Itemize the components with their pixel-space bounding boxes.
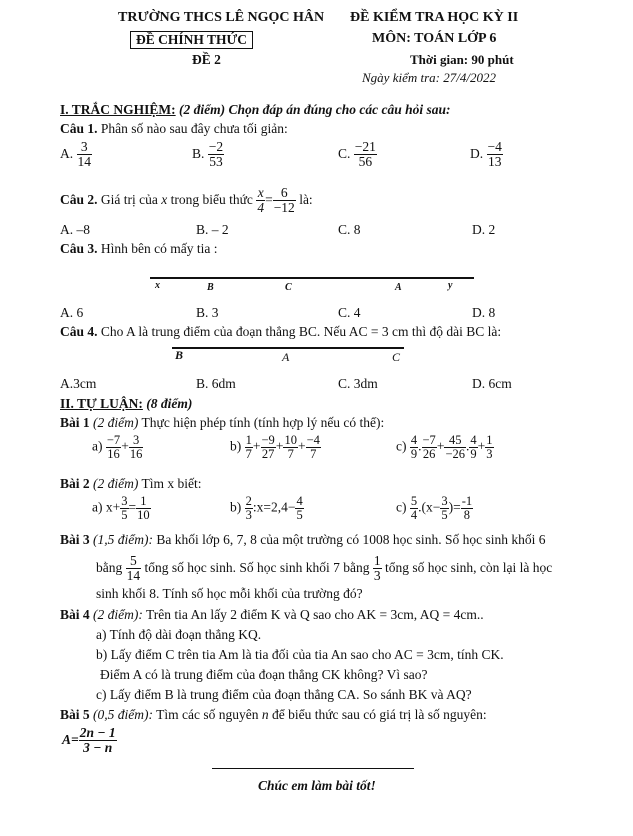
- bai2-a: a) x+ $\frac{3}{5}$ = $\frac{1}{10}$: [92, 494, 150, 523]
- q4-label: Câu 4.: [60, 324, 98, 339]
- subject: MÔN: TOÁN LỚP 6: [372, 31, 497, 46]
- bai4-points: (2 điểm):: [93, 607, 143, 622]
- footer-text: Chúc em làm bài tốt!: [258, 778, 376, 793]
- q4-point-b: B: [175, 348, 184, 362]
- q3-label: Câu 3.: [60, 241, 98, 256]
- q2-option-b: B. – 2: [196, 222, 229, 237]
- bai3-label: Bài 3: [60, 532, 90, 547]
- q2-pre: Giá trị của: [100, 191, 158, 207]
- bai2-points: (2 điểm): [93, 476, 139, 491]
- bai1-a: a) $\frac{-7}{16}$ + $\frac{3}{16}$: [92, 433, 143, 462]
- bai2-c-label: c): [396, 499, 407, 515]
- q1-option-a: [60, 140, 92, 169]
- q4-option-a: A.3cm: [60, 376, 97, 391]
- q3: [60, 241, 218, 257]
- bai5: [60, 707, 487, 723]
- q2-eq: =: [265, 191, 273, 207]
- q3-option-a: A. 6: [60, 305, 84, 320]
- q1-b-frac: $\frac{-2}{53}$: [208, 139, 224, 170]
- bai1-a-label: a): [92, 438, 103, 454]
- part2-title: II. TỰ LUẬN:: [60, 396, 143, 411]
- bai4-b2: Điểm A có là trung điểm của đoạn thẳng CK không? Vì sao?: [100, 667, 428, 682]
- part1-note: (2 điểm) Chọn đáp án đúng cho các câu hỏi sau:: [179, 102, 451, 117]
- part2-heading: [60, 396, 192, 412]
- q2: [60, 186, 313, 215]
- q4-point-a: A: [282, 350, 290, 364]
- q3-point-c: C: [285, 282, 292, 293]
- q1-d-frac: $\frac{-4}{13}$: [487, 139, 502, 170]
- q3-point-x: x: [155, 280, 160, 291]
- bai2-a-label: a): [92, 499, 103, 515]
- bai3-line3: sinh khối 8. Tính số học mỗi khối của trường đó?: [96, 586, 363, 601]
- q1-text: Phân số nào sau đây chưa tối giản:: [100, 121, 288, 136]
- q3-option-b: B. 3: [196, 305, 219, 320]
- footer-rule: [212, 768, 414, 769]
- q2-post: là:: [299, 191, 313, 207]
- bai1-text: Thực hiện phép tính (tính hợp lý nếu có thể):: [141, 415, 385, 430]
- bai1-c-label: c): [396, 438, 407, 454]
- q1-option-b: [192, 140, 224, 169]
- q3-point-y: y: [448, 280, 453, 291]
- q2-frac1: $\frac{x}{4}$: [257, 185, 265, 216]
- bai4-label: Bài 4: [60, 607, 90, 622]
- q3-option-d: D. 8: [472, 305, 496, 320]
- bai2: [60, 476, 202, 492]
- q2-option-c: C. 8: [338, 222, 361, 237]
- q1-option-d: [470, 140, 503, 169]
- bai5-points: (0,5 điểm):: [93, 707, 153, 722]
- q4-option-d: D. 6cm: [472, 376, 512, 391]
- bai5-text: Tìm các số nguyên: [156, 707, 259, 722]
- bai3-line2: bằng $\frac{5}{14}$ tổng số học sinh. Số học sinh khối 7 bằng $\frac{1}{3}$ tổng số học sinh, còn lại là học: [96, 553, 553, 584]
- q2-frac2: $\frac{6}{-12}$: [273, 185, 295, 216]
- part1-title: I. TRẮC NGHIỆM:: [60, 102, 176, 117]
- bai1: [60, 415, 384, 431]
- bai1-points: (2 điểm): [93, 415, 139, 430]
- q1-d-letter: D.: [470, 145, 484, 161]
- exam-time: Thời gian: 90 phút: [410, 52, 514, 67]
- bai4-a: a) Tính độ dài đoạn thẳng KQ.: [96, 627, 262, 642]
- bai3-points: (1,5 điểm):: [93, 532, 153, 547]
- exam-date: Ngày kiểm tra: 27/4/2022: [362, 70, 496, 85]
- bai2-c: c) $\frac{5}{4}$ .(x− $\frac{3}{5}$ )= $\frac{-1}{8}$: [396, 494, 473, 523]
- bai5-expression: A= $\frac{2n - 1}{3 - n}$: [62, 725, 116, 756]
- part1-heading: [60, 102, 451, 118]
- q3-point-a: A: [395, 282, 402, 293]
- part2-note: (8 điểm): [146, 396, 193, 411]
- q3-text: Hình bên có mấy tia :: [100, 241, 218, 256]
- q1-label: Câu 1.: [60, 121, 98, 136]
- bai5-A: A: [62, 731, 72, 747]
- bai2-b-label: b): [230, 499, 242, 515]
- bai3-line1: [60, 532, 545, 548]
- q4-option-b: B. 6dm: [196, 376, 236, 391]
- q3-option-c: C. 4: [338, 305, 361, 320]
- bai3-text1: Ba khối lớp 6, 7, 8 của một trường có 1008 học sinh. Số học sinh khối 6: [156, 532, 546, 547]
- q1-c-letter: C.: [338, 145, 351, 161]
- bai4: [60, 607, 484, 623]
- bai4-b1: b) Lấy điểm C trên tia Am là tia đối của tia An sao cho AC = 3cm, tính CK.: [96, 647, 504, 662]
- q1-b-letter: B.: [192, 145, 205, 161]
- exam-code: ĐỀ 2: [192, 52, 221, 67]
- bai5-var-n: n: [261, 707, 269, 722]
- q1: [60, 121, 288, 137]
- bai3-text2a: bằng: [96, 559, 123, 575]
- bai1-label: Bài 1: [60, 415, 90, 430]
- bai2-b: b) $\frac{2}{3}$ :x=2,4− $\frac{4}{5}$: [230, 494, 303, 523]
- q3-line: [150, 277, 474, 279]
- q2-mid: trong biểu thức: [170, 191, 253, 207]
- q4-text: Cho A là trung điểm của đoạn thẳng BC. Nếu AC = 3 cm thì độ dài BC là:: [100, 324, 502, 339]
- q1-a-frac: $\frac{3}{14}$: [77, 139, 91, 170]
- bai2-label: Bài 2: [60, 476, 90, 491]
- bai1-b: b) $\frac{1}{7}$ + $\frac{-9}{27}$ + $\frac{10}{7}$ + $\frac{-4}{7}$: [230, 433, 320, 462]
- q2-option-a: A. –8: [60, 222, 90, 237]
- q4-point-c: C: [392, 350, 401, 364]
- bai4-c: c) Lấy điểm B là trung điểm của đoạn thẳng CA. So sánh BK và AQ?: [96, 687, 472, 702]
- q1-c-frac: $\frac{-21}{56}$: [354, 139, 376, 170]
- q4-option-c: C. 3dm: [338, 376, 378, 391]
- q4: [60, 324, 501, 340]
- q1-a-letter: A.: [60, 145, 74, 161]
- q2-label: Câu 2.: [60, 191, 98, 207]
- q3-point-b: B: [207, 282, 214, 293]
- q4-line: [172, 347, 404, 349]
- bai2-text: Tìm x biết:: [141, 476, 202, 491]
- q2-option-d: D. 2: [472, 222, 496, 237]
- bai5-text2: để biểu thức sau có giá trị là số nguyên:: [272, 707, 487, 722]
- bai3-text2c: tổng số học sinh, còn lại là học: [385, 559, 553, 575]
- bai5-label: Bài 5: [60, 707, 90, 722]
- bai1-b-label: b): [230, 438, 242, 454]
- q1-option-c: [338, 140, 377, 169]
- exam-title: ĐỀ KIỂM TRA HỌC KỲ II: [350, 10, 519, 25]
- bai1-c: c) $\frac{4}{9}$ . $\frac{-7}{26}$ + $\frac{45}{-26}$ . $\frac{4}{9}$ + $\frac{1}{3}$: [396, 433, 493, 462]
- bai4-text: Trên tia An lấy 2 điểm K và Q sao cho AK = 3cm, AQ = 4cm..: [146, 607, 484, 622]
- q2-var: x: [161, 191, 168, 207]
- official-label: ĐỀ CHÍNH THỨC: [130, 31, 253, 49]
- school-name: TRƯỜNG THCS LÊ NGỌC HÂN: [118, 10, 325, 25]
- bai3-text2b: tổng số học sinh. Số học sinh khối 7 bằng: [144, 559, 370, 575]
